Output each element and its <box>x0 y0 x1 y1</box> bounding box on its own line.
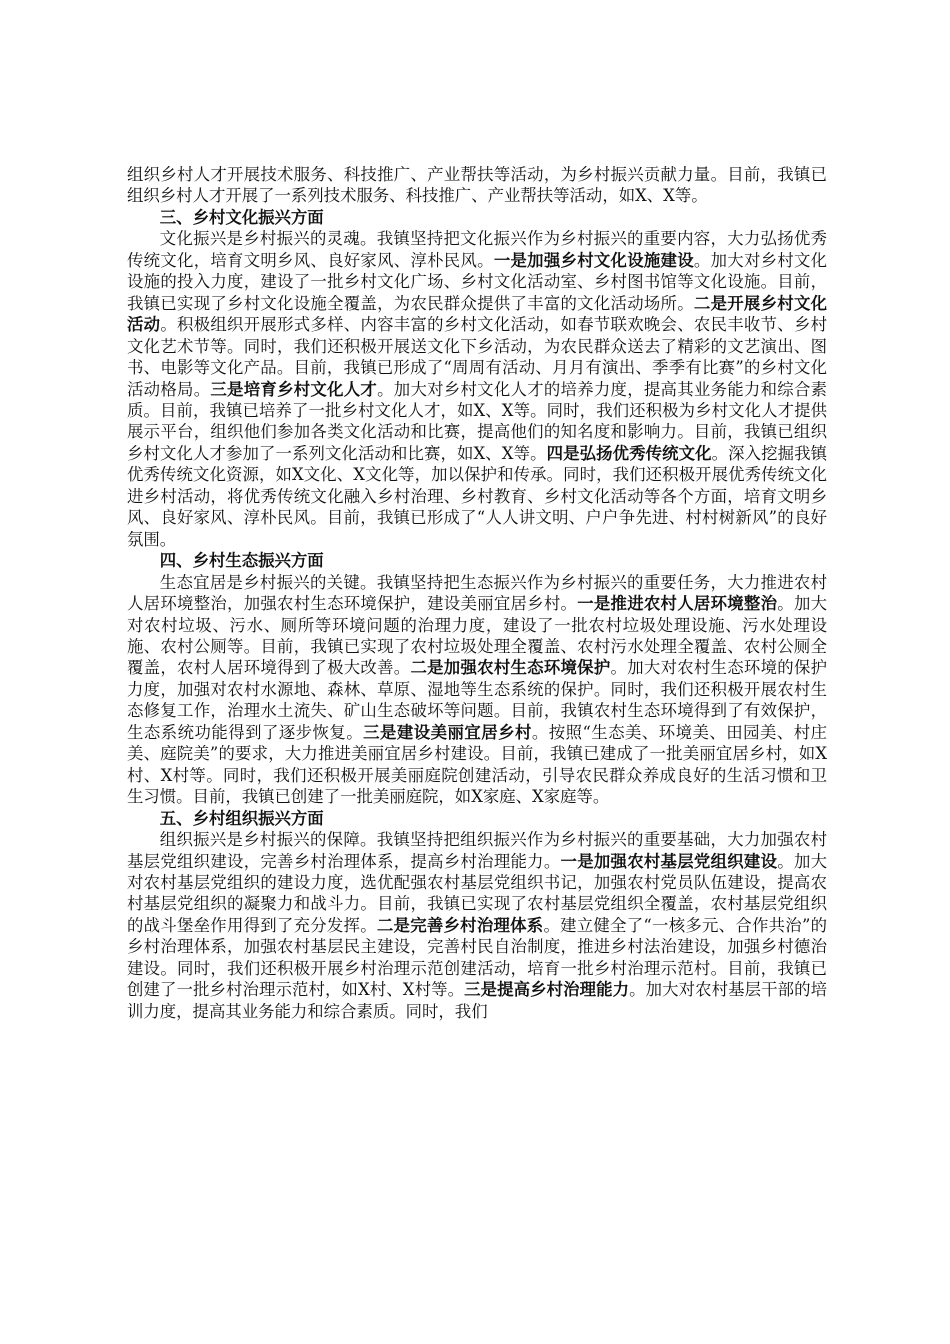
paragraph-text: 文化振兴是乡村振兴的灵魂。我镇坚持把文化振兴作为乡村振兴的重要内容，大力弘扬优秀传统文化，培育文明乡风、良好家风、淳朴民风。 <box>127 229 827 270</box>
paragraph-text: 。按照“生态美、环境美、田园美、村庄美、庭院美”的要求，大力推进美丽宜居乡村建设。目前，我镇已建成了一批美丽宜居乡村，如X村、X村等。同时，我们还积极开展美丽庭院创建活动，引导农民群众养成良好的生活习惯和卫生习惯。目前，我镇已创建了一批美丽庭院，如X家庭、X家庭等。 <box>127 722 828 807</box>
bold-point: 二是加强农村生态环境保护 <box>410 658 611 678</box>
bold-point: 三是提高乡村治理能力 <box>464 980 630 1000</box>
paragraph-text: 生态宜居是乡村振兴的关键。我镇坚持把生态振兴作为乡村振兴的重要任务，大力推进农村人居环境整治，加强农村生态环境保护，建设美丽宜居乡村。 <box>127 572 827 614</box>
bold-point: 一是加强农村基层党组织建设 <box>560 851 778 871</box>
paragraph-text: 。加大对农村基层干部的培训力度，提高其业务能力和综合素质。同时，我们 <box>127 980 828 1021</box>
bold-point: 二是开展乡村文化活动 <box>127 293 828 335</box>
bold-point: 二是完善乡村治理体系 <box>376 915 544 935</box>
paragraph-text: 。深入挖掘我镇优秀传统文化资源，如X文化、X文化等，加以保护和传承。同时，我们还积极开展优秀传统文化进乡村活动，将优秀传统文化融入乡村治理、乡村教育、乡村文化活动等各个方面，培育文明乡风、良好家风、淳朴民风。目前，我镇已形成了“人人讲文明、户户争先进、村村树新风”的良好氛围。 <box>127 443 828 549</box>
paragraph-text: 。加大对乡村文化人才的培养力度，提高其业务能力和综合素质。目前，我镇已培养了一批乡村文化人才，如X、X等。同时，我们还积极为乡村文化人才提供展示平台，组织他们参加各类文化活动和比赛，提高他们的知名度和影响力。目前，我镇已组织乡村文化人才参加了一系列文化活动和比赛，如X、X等。 <box>127 379 828 463</box>
bold-point: 三是培育乡村文化人才 <box>210 379 378 399</box>
section-heading-culture: 三、乡村文化振兴方面 <box>159 207 324 227</box>
bold-point: 三是建设美丽宜居乡村 <box>363 722 532 742</box>
paragraph-organization <box>127 829 827 1022</box>
paragraph-text: 。建立健全了“一核多元、合作共治”的乡村治理体系，加强农村基层民主建设，完善村民自治制度，推进乡村法治建设，加强乡村德治建设。同时，我们还积极开展乡村治理示范创建活动，培育一批乡村治理示范村。目前，我镇已创建了一批乡村治理示范村，如X村、X村等。 <box>127 915 828 1000</box>
section-heading-ecology: 四、乡村生态振兴方面 <box>159 551 324 571</box>
document-body <box>127 164 827 1022</box>
paragraph-culture <box>127 228 827 550</box>
paragraph-text: 。加大对农村基层党组织的建设力度，选优配强农村基层党组织书记，加强农村党员队伍建设，提高农村基层党组织的凝聚力和战斗力。目前，我镇已实现了农村基层党组织全覆盖，农村基层党组织的战斗堡垒作用得到了充分发挥。 <box>127 851 828 935</box>
paragraph-ecology <box>127 572 827 808</box>
paragraph-text: 。加大对农村垃圾、污水、厕所等环境问题的治理力度，建设了一批农村垃圾处理设施、污水处理设施、农村公厕等。目前，我镇已实现了农村垃圾处理全覆盖、农村污水处理全覆盖、农村公厕全覆盖，农村人居环境得到了极大改善。 <box>127 594 828 678</box>
section-heading-organization: 五、乡村组织振兴方面 <box>159 808 324 828</box>
paragraph-talent-continued: 组织乡村人才开展技术服务、科技推广、产业帮扶等活动，为乡村振兴贡献力量。目前，我镇已组织乡村人才开展了一系列技术服务、科技推广、产业帮扶等活动，如X、X等。 <box>127 165 827 206</box>
paragraph-text: 。积极组织开展形式多样、内容丰富的乡村文化活动，如春节联欢晚会、农民丰收节、乡村文化艺术节等。同时，我们还积极开展送文化下乡活动，为农民群众送去了精彩的文艺演出、图书、电影等文化产品。目前，我镇已形成了“周周有活动、月月有演出、季季有比赛”的乡村文化活动格局。 <box>127 315 828 399</box>
paragraph-text: 组织振兴是乡村振兴的保障。我镇坚持把组织振兴作为乡村振兴的重要基础，大力加强农村基层党组织建设，完善乡村治理体系，提高乡村治理能力。 <box>127 830 827 871</box>
paragraph-text: 。加大对农村生态环境的保护力度，加强对农村水源地、森林、草原、湿地等生态系统的保护。同时，我们还积极开展农村生态修复工作，治理水土流失、矿山生态破坏等问题。目前，我镇农村生态环境得到了有效保护，生态系统功能得到了逐步恢复。 <box>127 658 828 742</box>
bold-point: 一是推进农村人居环境整治 <box>577 594 778 614</box>
bold-point: 一是加强乡村文化设施建设 <box>493 250 694 270</box>
paragraph-text: 。加大对乡村文化设施的投入力度，建设了一批乡村文化广场、乡村文化活动室、乡村图书馆等文化设施。目前，我镇已实现了乡村文化设施全覆盖，为农民群众提供了丰富的文化活动场所。 <box>127 250 828 313</box>
bold-point: 四是弘扬优秀传统文化 <box>546 443 712 463</box>
